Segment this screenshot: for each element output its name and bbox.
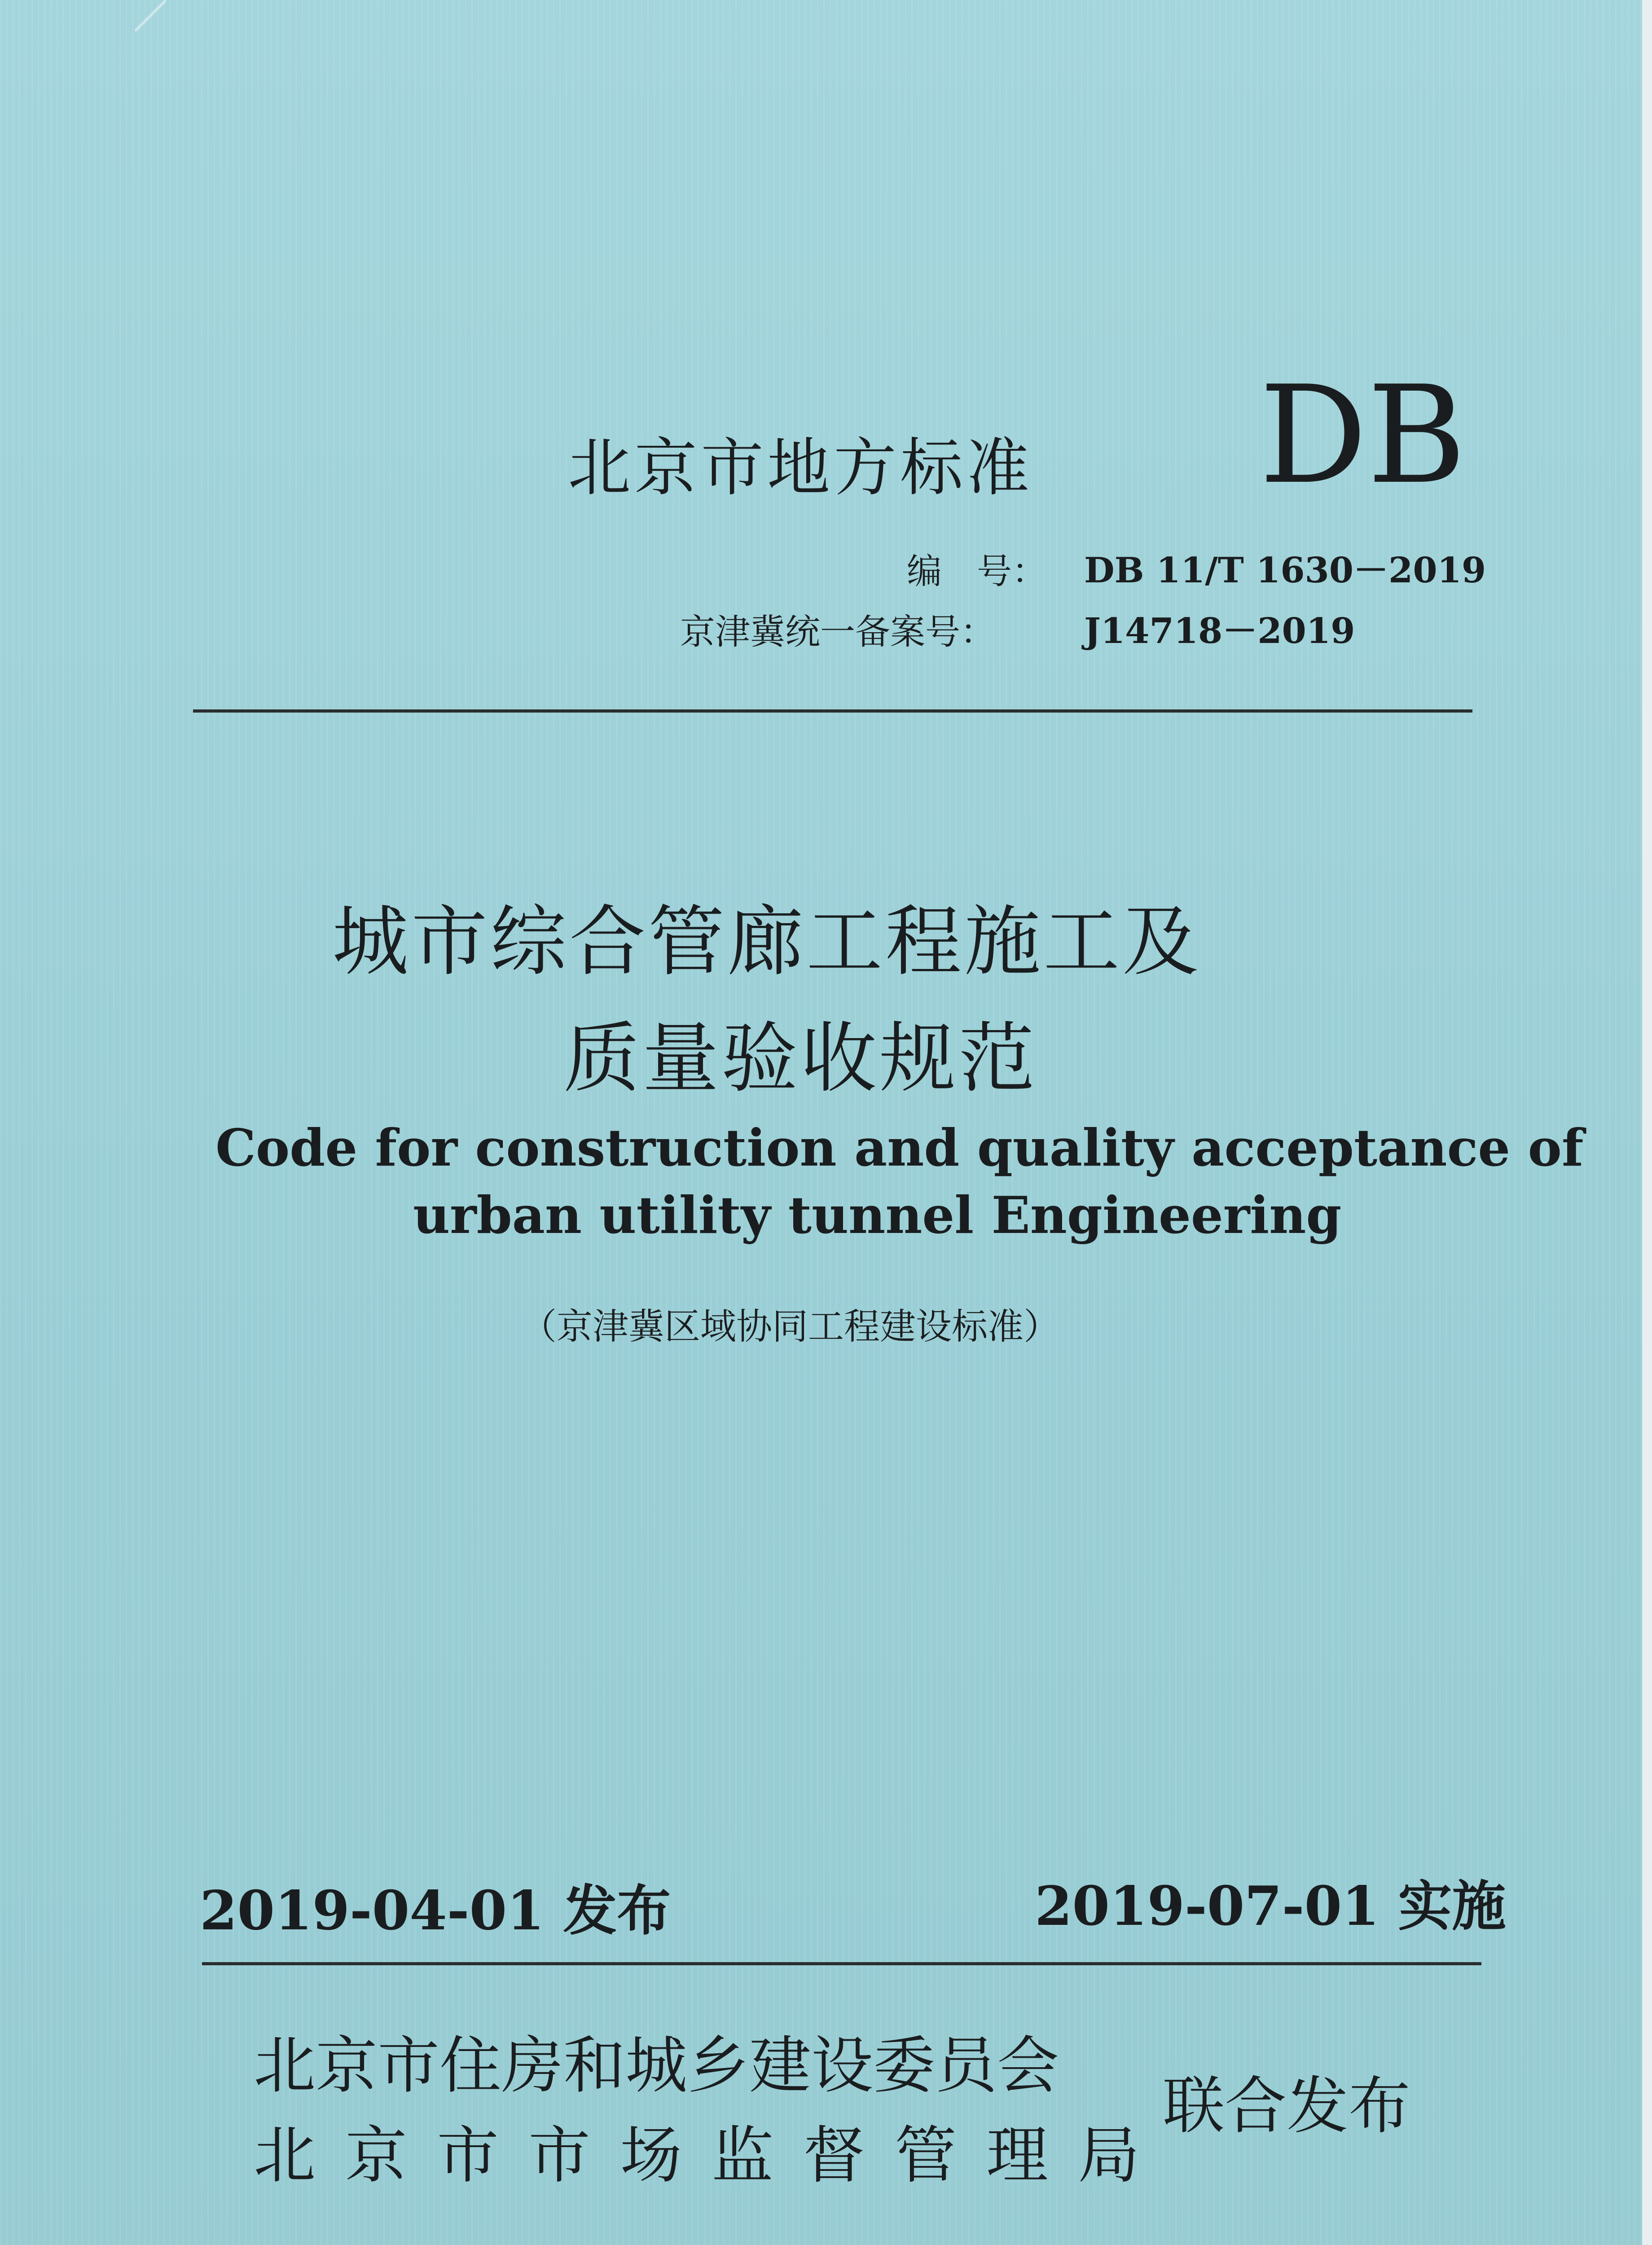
publish-date: 2019-04-01 发布 <box>200 1879 671 1942</box>
record-number-value: J14718－2019 <box>1084 611 1355 651</box>
footer-divider <box>202 1962 1481 1965</box>
joint-release: 联合发布 <box>1163 2070 1411 2142</box>
header-divider <box>193 709 1472 713</box>
page-edge-right <box>1642 0 1652 2245</box>
paper-crease <box>135 0 166 31</box>
standard-number-value: DB 11/T 1630－2019 <box>1084 550 1486 591</box>
implement-date: 2019-07-01 实施 <box>1035 1875 1506 1938</box>
title-cn-line1: 城市综合管廊工程施工及 <box>332 898 1202 986</box>
title-en-line2: urban utility tunnel Engineering <box>413 1185 1342 1245</box>
subtitle: （京津冀区域协同工程建设标准） <box>521 1306 1059 1347</box>
series-title: 北京市地方标准 <box>568 431 1033 505</box>
title-en-line1: Code for construction and quality acceptance of <box>215 1118 1584 1178</box>
publisher-1: 北京市住房和城乡建设委员会 <box>254 2029 1059 2102</box>
db-logo-mark: DB <box>1259 357 1466 514</box>
standard-number-label: 编 号： <box>907 551 1047 592</box>
publisher-2: 北京市市场监督管理局 <box>254 2119 1170 2192</box>
title-cn-line2: 质量验收规范 <box>563 1014 1038 1103</box>
record-number-label: 京津冀统一备案号： <box>680 612 996 652</box>
